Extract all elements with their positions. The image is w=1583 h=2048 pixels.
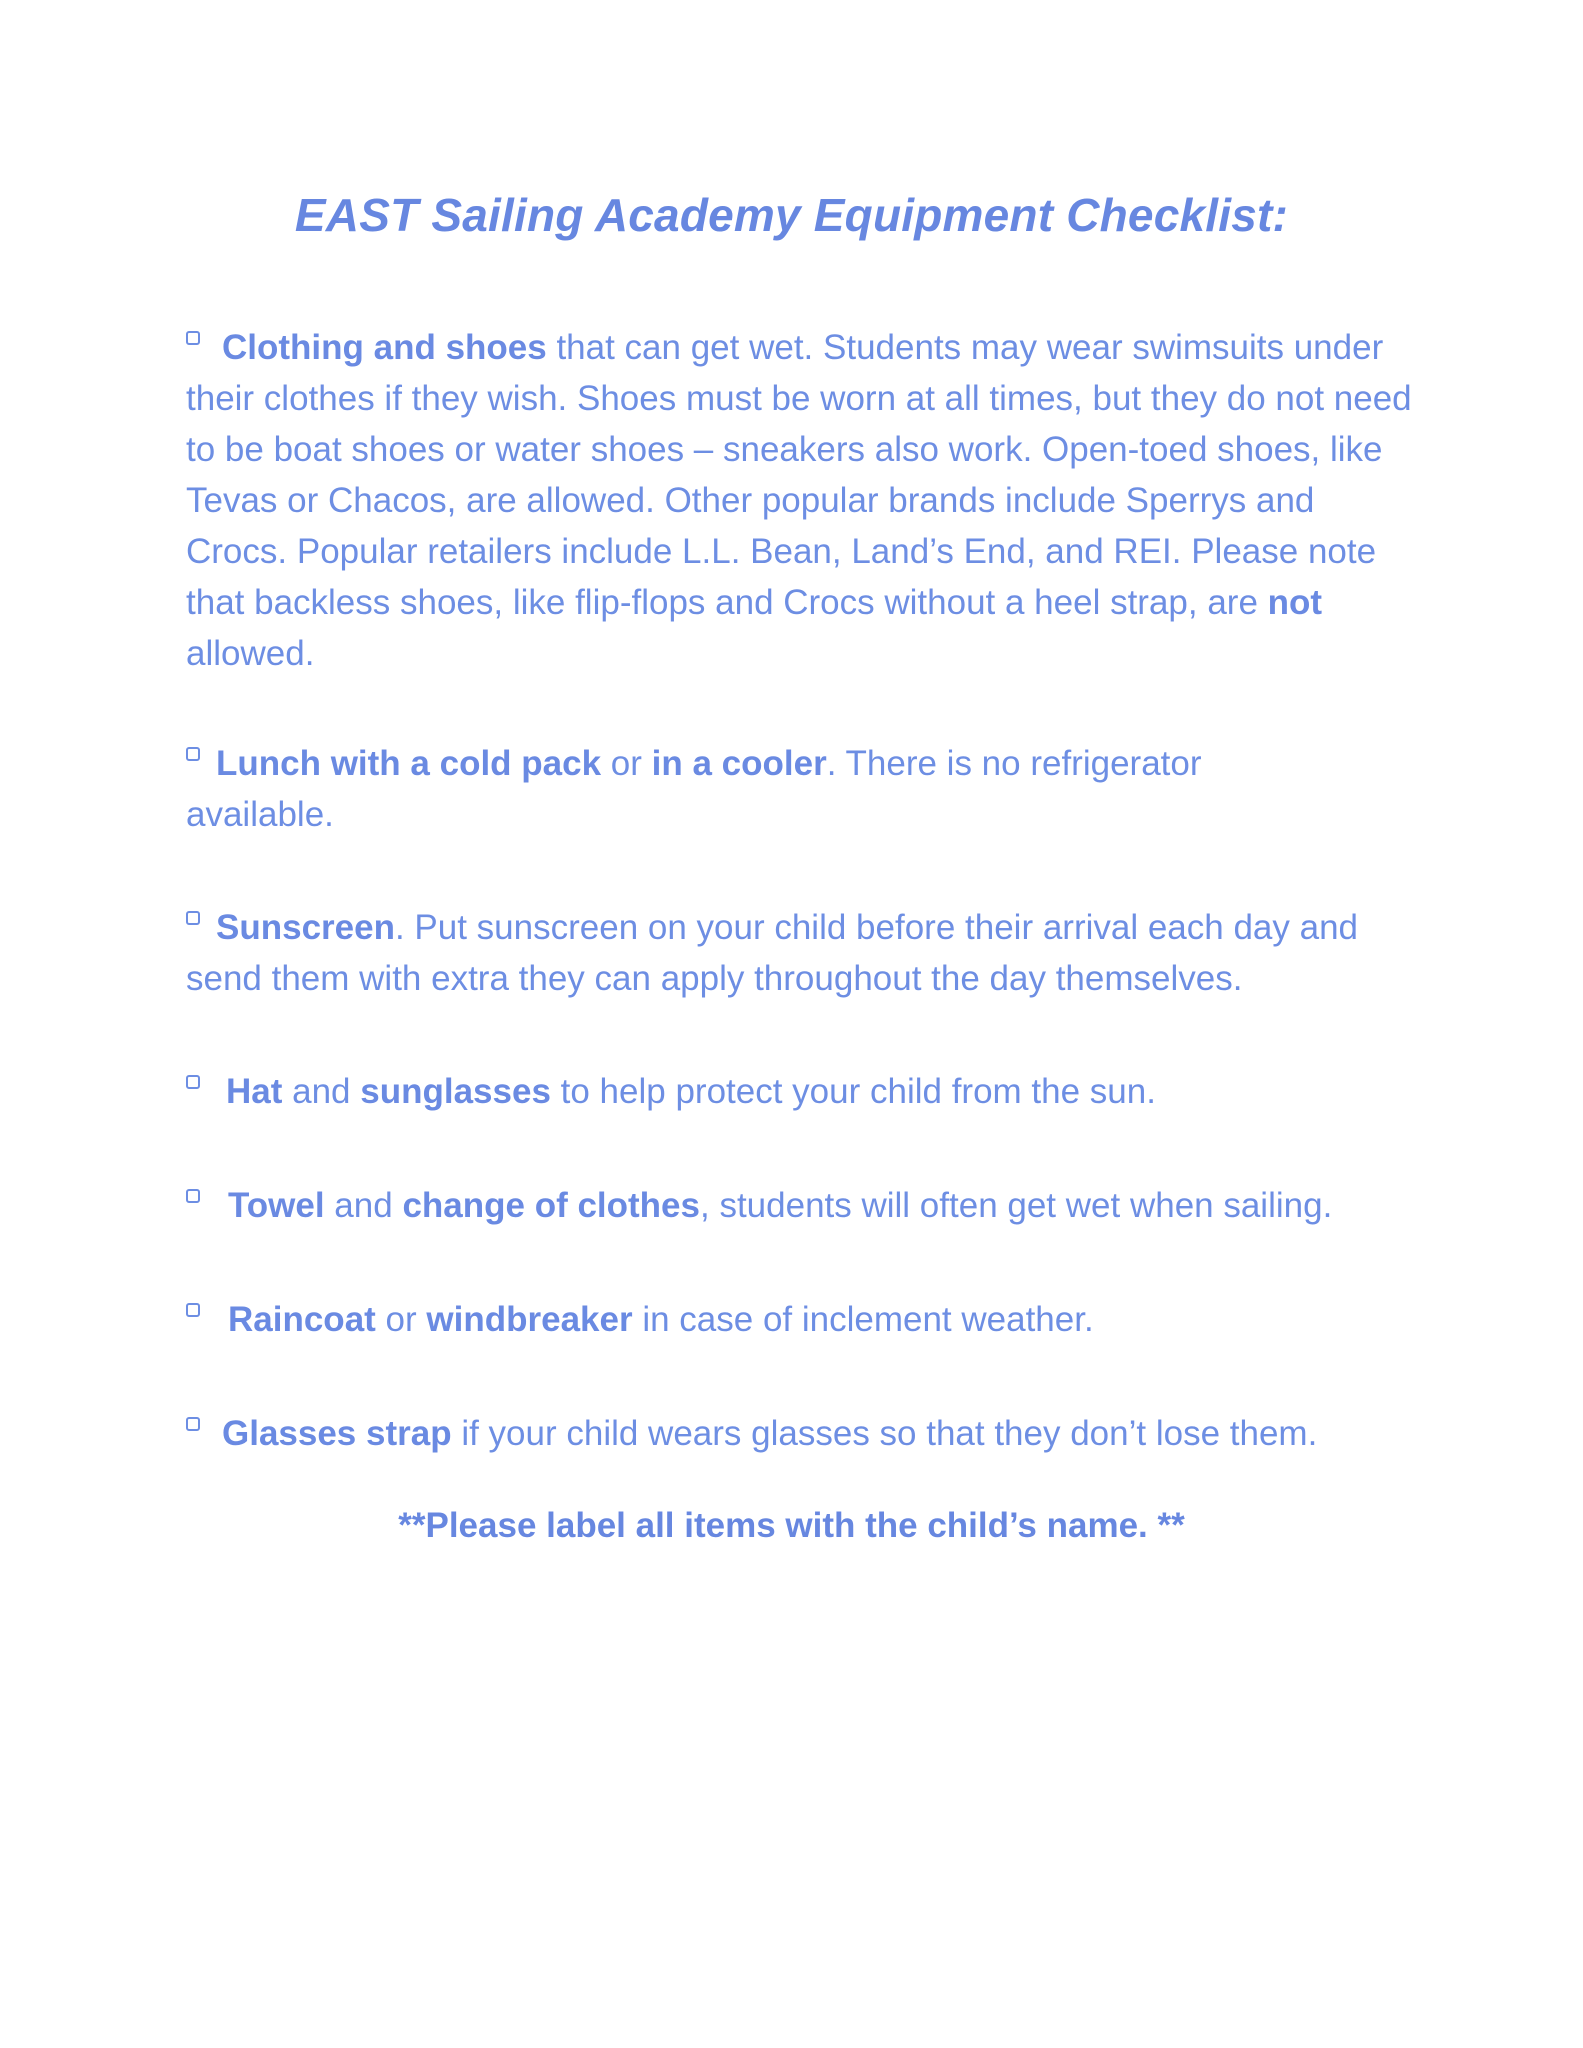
checkbox-icon[interactable] xyxy=(186,747,200,761)
checklist-item-clothing xyxy=(186,322,1416,679)
item-text: or xyxy=(375,1300,427,1339)
checkbox-icon[interactable] xyxy=(186,1075,200,1089)
item-text: in case of inclement weather. xyxy=(632,1300,1094,1339)
item-bold-text: Hat xyxy=(226,1072,283,1111)
checkbox-icon[interactable] xyxy=(186,1417,200,1431)
item-bold-text: Sunscreen xyxy=(216,908,395,947)
checkbox-icon[interactable] xyxy=(186,1189,200,1203)
checklist-item-raincoat xyxy=(186,1294,1416,1345)
item-bold-text: Glasses strap xyxy=(222,1414,452,1453)
item-bold-text: change of clothes xyxy=(402,1186,700,1225)
label-reminder-note: **Please label all items with the child’s name. ** xyxy=(398,1506,1185,1545)
item-text: and xyxy=(282,1072,361,1111)
item-bold-text: in a cooler xyxy=(651,744,827,783)
item-bold-text: Lunch with a cold pack xyxy=(216,744,602,783)
item-bold-text: Towel xyxy=(228,1186,325,1225)
checklist-item-sunscreen xyxy=(186,902,1416,1004)
item-text: allowed. xyxy=(186,634,315,673)
item-text: to help protect your child from the sun. xyxy=(550,1072,1156,1111)
checklist-item-lunch xyxy=(186,738,1286,840)
item-bold-text: Raincoat xyxy=(228,1300,376,1339)
item-text: . Put sunscreen on your child before their arrival each day and send them with extra they can apply throughout the day themselves. xyxy=(186,908,1359,998)
item-bold-text: not xyxy=(1267,583,1323,622)
checklist-item-glasses-strap xyxy=(186,1408,1416,1459)
item-bold-text: windbreaker xyxy=(426,1300,633,1339)
item-bold-text: sunglasses xyxy=(360,1072,551,1111)
item-text: or xyxy=(601,744,652,783)
item-text: . There is no refrigerator available. xyxy=(186,744,1202,834)
checklist-item-towel xyxy=(186,1180,1416,1231)
checklist-item-hat xyxy=(186,1066,1416,1117)
checkbox-icon[interactable] xyxy=(186,331,200,345)
page-title: EAST Sailing Academy Equipment Checklist: xyxy=(294,189,1289,241)
item-text: if your child wears glasses so that they don’t lose them. xyxy=(451,1414,1318,1453)
item-text: and xyxy=(324,1186,403,1225)
item-bold-text: Clothing and shoes xyxy=(222,328,547,367)
item-text: , students will often get wet when sailing. xyxy=(700,1186,1333,1225)
item-text: that can get wet. Students may wear swimsuits under their clothes if they wish. Shoes must be worn at all times, but they do not need to be boat shoes or water shoes – sneakers also work. Open-toed shoes, like Tevas or Chacos, are allowed. Other popular brands include Sperrys and Crocs. Popular retailers include L.L. Bean, Land’s End, and REI. Please note that backless shoes, like flip-flops and Crocs without a heel strap, are xyxy=(186,328,1412,622)
checkbox-icon[interactable] xyxy=(186,911,200,925)
checkbox-icon[interactable] xyxy=(186,1303,200,1317)
